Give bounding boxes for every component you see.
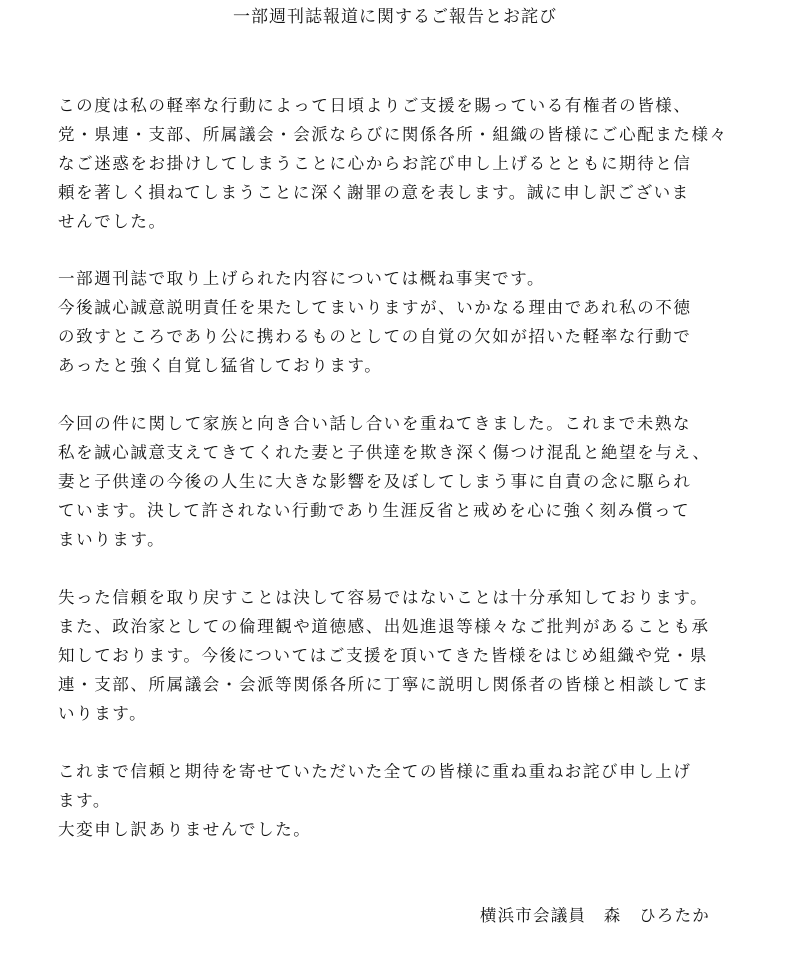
signature: 横浜市会議員 森 ひろたか (479, 906, 710, 925)
paragraph-2-line-4: あったと強く自覚し猛省しております。 (58, 356, 383, 375)
paragraph-3-line-2: 私を誠心誠意支えてきてくれた妻と子供達を欺き深く傷つけ混乱と絶望を与え、 (58, 443, 711, 462)
paragraph-3-line-1: 今回の件に関して家族と向き合い話し合いを重ねてきました。これまで未熟な (58, 414, 692, 433)
paragraph-4-line-1: 失った信頼を取り戻すことは決して容易ではないことは十分承知しております。 (58, 588, 709, 607)
paragraph-4-line-4: 連・支部、所属議会・会派等関係各所に丁寧に説明し関係者の皆様と相談してま (58, 675, 710, 694)
paragraph-5-line-1: これまで信頼と期待を寄せていただいた全ての皆様に重ね重ねお詫び申し上げ (58, 762, 692, 781)
paragraph-5-line-3: 大変申し訳ありませんでした。 (58, 820, 312, 839)
paragraph-3-line-4: ています。決して許されない行動であり生涯反省と戒めを心に強く刻み償って (58, 501, 691, 520)
paragraph-4-line-2: また、政治家としての倫理観や道徳感、出処進退等様々なご批判があることも承 (58, 617, 710, 636)
paragraph-3-line-5: まいります。 (58, 530, 166, 549)
paragraph-1-line-4: 頼を著しく損ねてしまうことに深く謝罪の意を表します。誠に申し訳ございま (58, 183, 690, 202)
paragraph-1-line-3: なご迷惑をお掛けしてしまうことに心からお詫び申し上げるとともに期待と信 (58, 154, 692, 173)
paragraph-4-line-5: いります。 (58, 704, 148, 723)
paragraph-1-line-1: この度は私の軽率な行動によって日頃よりご支援を賜っている有権者の皆様、 (58, 96, 692, 115)
paragraph-1-line-5: せんでした。 (58, 212, 167, 231)
paragraph-5-line-2: ます。 (58, 791, 111, 810)
paragraph-2-line-3: の致すところであり公に携わるものとしての自覚の欠如が招いた軽率な行動で (58, 327, 692, 346)
paragraph-2-line-2: 今後誠心誠意説明責任を果たしてまいりますが、いかなる理由であれ私の不徳 (58, 298, 692, 317)
paragraph-2-line-1: 一部週刊誌で取り上げられた内容については概ね事実です。 (58, 269, 546, 288)
paragraph-3-line-3: 妻と子供達の今後の人生に大きな影響を及ぼしてしまう事に自責の念に駆られ (58, 472, 692, 491)
document-title: 一部週刊誌報道に関するご報告とお詫び (233, 7, 557, 27)
paragraph-1-line-2: 党・県連・支部、所属議会・会派ならびに関係各所・組織の皆様にご心配また様々 (58, 125, 728, 144)
paragraph-4-line-3: 知しております。今後についてはご支援を頂いてきた皆様をはじめ組織や党・県 (58, 646, 708, 665)
